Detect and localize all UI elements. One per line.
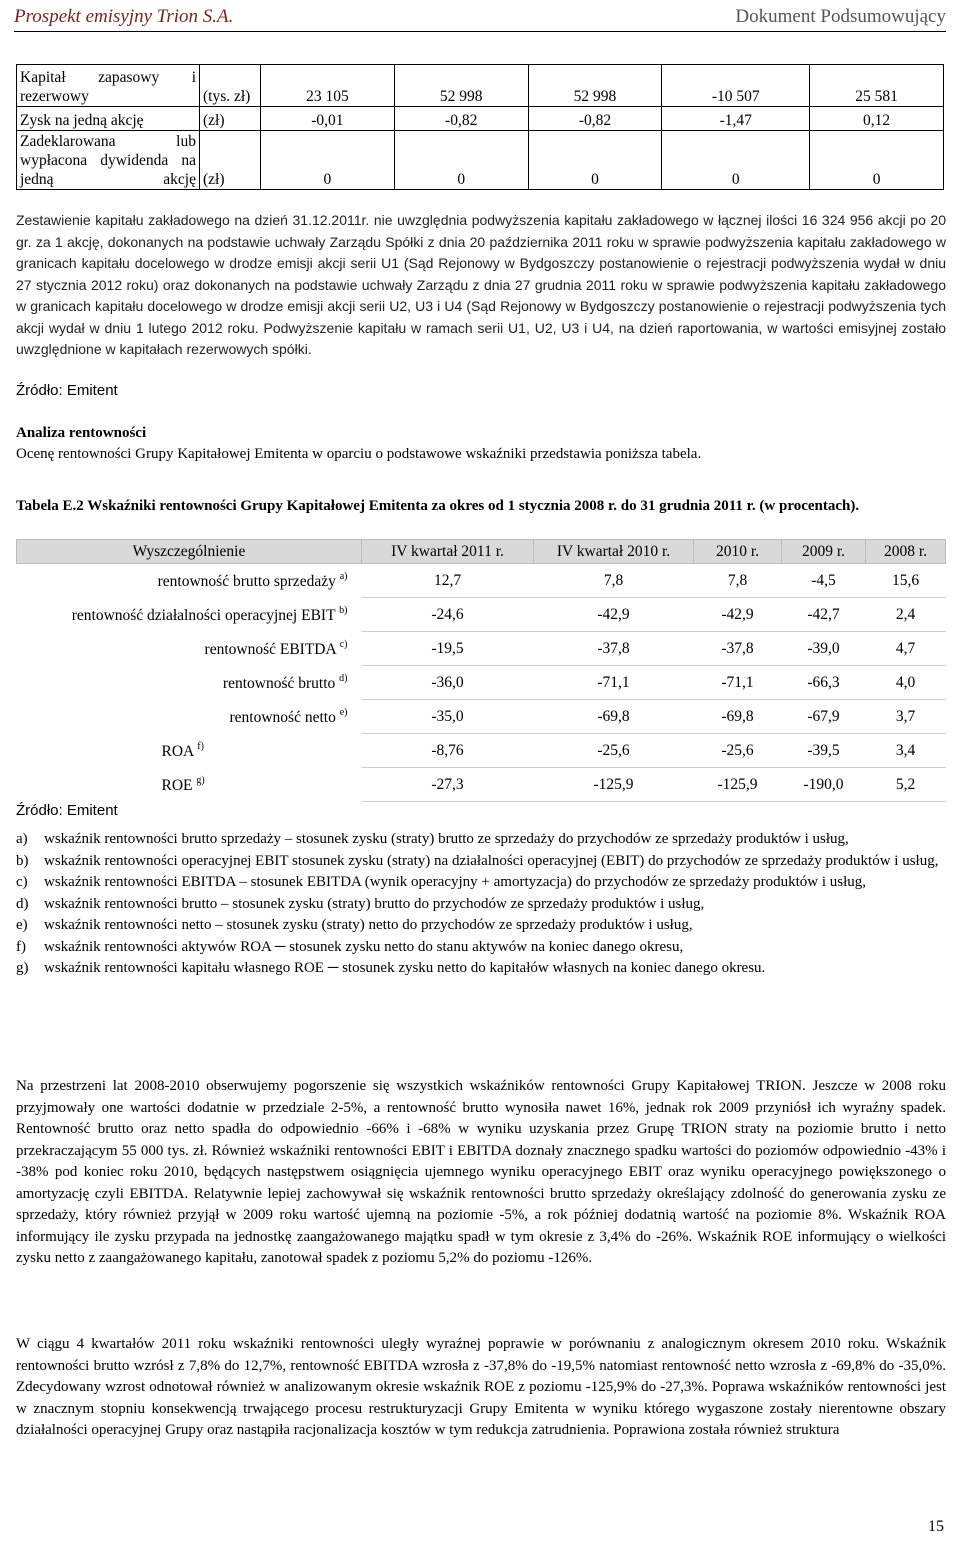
footnote-ref: c) [339,638,348,650]
footnote-item: g) wskaźnik rentowności kapitału własnego ROE ─ stosunek zysku netto do kapitałów własnych na koniec danego okresu. [16,960,766,976]
row-unit: (tys. zł) [200,65,261,107]
column-header: IV kwartał 2010 r. [534,540,694,564]
table-row [17,734,946,768]
cell-value: -19,5 [362,632,534,666]
cell-value: -25,6 [534,734,694,768]
cell-value: -42,9 [534,598,694,632]
cell-value: -4,5 [782,564,866,598]
source-note: Źródło: Emitent [16,382,118,399]
cell-value: 7,8 [694,564,782,598]
cell-value: -1,47 [662,107,810,131]
cell-value: -125,9 [694,768,782,802]
page-header [14,0,946,32]
cell-value: -190,0 [782,768,866,802]
cell-value: -39,0 [782,632,866,666]
cell-value: 52 998 [394,65,528,107]
cell-value: 15,6 [866,564,946,598]
footnote-ref: f) [197,740,204,752]
cell-value: -42,9 [694,598,782,632]
table-row [17,598,946,632]
indicator-name: rentowność brutto sprzedaży $^{a)}$ [157,570,348,590]
indicator-name: rentowność działalności operacyjnej EBIT $^{b)}$ [71,604,348,624]
table-row [17,768,946,802]
cell-value: -10 507 [662,65,810,107]
column-header: 2008 r. [866,540,946,564]
cell-value: 2,4 [866,598,946,632]
row-label: Zadeklarowana lub wypłacona dywidenda na jedną akcję [17,131,200,190]
cell-value: -0,82 [394,107,528,131]
row-label: Zysk na jedną akcję [17,107,200,131]
footnote-item: f) wskaźnik rentowności aktywów ROA ─ stosunek zysku netto do stanu aktywów na koniec danego okresu, [16,938,684,955]
cell-value: 0 [261,131,395,190]
row-label: Kapitał zapasowy i rezerwowy [17,65,200,107]
table-row [17,65,944,107]
cell-value: -125,9 [534,768,694,802]
cell-value: -35,0 [362,700,534,734]
analysis-paragraph-1: Na przestrzeni lat 2008-2010 obserwujemy pogorszenie się wszystkich wskaźników rentowności Grupy Kapitałowej TRION. Jeszcze w 2008 roku przyjmowały one wartości dodatnie w przedziale 2-5%, a rentowność brutto wynosiła nawet 16%, jednak rok 2009 przyniósł ich wyraźny spadek. Rentowność brutto oraz netto spadła do odpowiednio -66% i -68% w wyniku uzyskania przez Grupę TRION straty na poziomie brutto i netto przekraczającym 55 000 tys. zł. Również wskaźniki rentowności EBIT i EBITDA doznały znacznego spadku wartości do poziomów odpowiednio -43% i -38% pod koniec roku 2010, będących następstwem osiągnięcia ujemnego wyniku operacyjnego EBIT oraz wyniku operacyjnego powiększonego o amortyzację czyli EBITDA. Relatywnie lepiej zachowywał się wskaźnik rentowności brutto sprzedaży określający zdolność do generowania zysku ze sprzedaży, który również przyjął w 2009 roku wartość ujemną na poziomie -5%, a rok później dodatnią wartość na poziomie 8%. Wskaźnik ROA informujący ile zysku przypada na jednostkę zaangażowanego majątku spadł w tym okresie z 3,4% do -26%. Wskaźnik ROE informujący o wielkości zysku netto z zaangażowanego kapitału, zanotował spadek z poziomu 5,2% do poziomu -126%. [16,1078,946,1266]
cell-value: 3,7 [866,700,946,734]
cell-value: 0 [810,131,944,190]
cell-value: -37,8 [534,632,694,666]
cell-value: 0,12 [810,107,944,131]
cell-value: -27,3 [362,768,534,802]
analysis-paragraph-2: W ciągu 4 kwartałów 2011 roku wskaźniki rentowności uległy wyraźnej poprawie w porównaniu z analogicznym okresem 2010 roku. Wskaźnik rentowności brutto wzrósł z 7,8% do 12,7%, rentowność EBITDA wzrosła z -37,8% do -19,5% natomiast rentowność netto wzrosła z -69,8% do -35,0%. Zdecydowany wzrost odnotował również w analizowanym okresie wskaźnik ROE z poziomu -125,9% do -27,3%. Poprawa wskaźników rentowności jest w znacznym stopniu konsekwencją trwającego procesu restrukturyzacji Grupy Emitenta w wyniku którego wygaszone zostały nierentowne obszary działalności operacyjnej Grupy oraz nastąpiła racjonalizacja kosztów w tym redukcja zatrudnienia. Poprawiona została również struktura [16,1336,946,1438]
cell-value: -25,6 [694,734,782,768]
footnote-item: d) wskaźnik rentowności brutto – stosunek zysku (straty) brutto do przychodów ze sprzedaży produktów i usług, [16,895,705,912]
cell-value: 23 105 [261,65,395,107]
footnote-ref: e) [339,706,348,718]
cell-value: 0 [662,131,810,190]
cell-value: 0 [394,131,528,190]
cell-value: -37,8 [694,632,782,666]
table-row [17,632,946,666]
cell-value: -69,8 [694,700,782,734]
indicator-name: rentowność EBITDA $^{c)}$ [204,638,348,658]
document-title: Prospekt emisyjny Trion S.A. [14,6,234,27]
footnote-ref: b) [339,604,348,616]
table-source: Źródło: Emitent [16,802,118,819]
column-header: Wyszczególnienie [17,540,362,564]
row-unit: (zł) [200,107,261,131]
cell-value: -71,1 [694,666,782,700]
footnote-item: c) wskaźnik rentowności EBITDA – stosunek EBITDA (wynik operacyjny + amortyzacja) do przychodów ze sprzedaży produktów i usług, [16,874,867,890]
table-row [17,107,944,131]
capital-note: Zestawienie kapitału zakładowego na dzień 31.12.2011r. nie uwzględnia podwyższenia kapitału zakładowego w łącznej ilości 16 324 956 akcji po 20 gr. za 1 akcję, dokonanych na podstawie uchwały Zarządu Spółki z dnia 20 października 2011 roku w sprawie podwyższenia kapitału zakładowego w granicach kapitału docelowego w drodze emisji akcji serii U1 (Sąd Rejonowy w Bydgoszczy postanowienie o rejestracji podwyższenia wydał w dniu 27 stycznia 2012 roku) oraz dokonanych na podstawie uchwały Zarządu z dnia 27 grudnia 2011 roku w sprawie podwyższenia kapitału zakładowego w granicach kapitału docelowego w drodze emisji akcji serii U2, U3 i U4 (Sąd Rejonowy w Bydgoszczy postanowienie o rejestracji podwyższenia tych akcji wydał w dniu 1 lutego 2012 roku. Podwyższenie kapitału w ramach serii U1, U2, U3 i U4, na dzień raportowania, w wartości emisyjnej zostało uwzględnione w kapitałach rezerwowych spółki. [16,212,946,357]
indicator-name: ROA $^{f)}$ [161,740,204,760]
cell-value: 52 998 [528,65,662,107]
column-header: IV kwartał 2011 r. [362,540,534,564]
cell-value: 4,0 [866,666,946,700]
cell-value: -39,5 [782,734,866,768]
table-row [17,666,946,700]
footnote-ref: a) [339,570,348,582]
cell-value: -8,76 [362,734,534,768]
cell-value: -69,8 [534,700,694,734]
cell-value: 3,4 [866,734,946,768]
cell-value: -24,6 [362,598,534,632]
column-header: 2009 r. [782,540,866,564]
column-header: 2010 r. [694,540,782,564]
footnote-ref: d) [339,672,348,684]
cell-value: -71,1 [534,666,694,700]
indicator-name: rentowność brutto $^{d)}$ [222,672,348,692]
cell-value: -42,7 [782,598,866,632]
indicator-name: rentowność netto $^{e)}$ [229,706,348,726]
footnote-item: b) wskaźnik rentowności operacyjnej EBIT stosunek zysku (straty) na działalności operacyjnej (EBIT) do przychodów ze sprzedaży produktów i usług, [16,852,939,869]
footnote-item: e) wskaźnik rentowności netto – stosunek zysku (straty) netto do przychodów ze sprzedaży produktów i usług, [16,917,693,933]
cell-value: -67,9 [782,700,866,734]
table-header-row [17,540,946,564]
table-row [17,700,946,734]
cell-value: -0,82 [528,107,662,131]
cell-value: 5,2 [866,768,946,802]
cell-value: 12,7 [362,564,534,598]
cell-value: 25 581 [810,65,944,107]
document-section: Dokument Podsumowujący [735,6,946,27]
section-heading: Analiza rentowności [16,425,147,441]
cell-value: 7,8 [534,564,694,598]
table-row [17,131,944,190]
capital-table [16,64,944,190]
footnote-ref: g) [196,774,205,786]
cell-value: -36,0 [362,666,534,700]
cell-value: -0,01 [261,107,395,131]
table-row [17,564,946,598]
cell-value: -66,3 [782,666,866,700]
row-unit: (zł) [200,131,261,190]
cell-value: 4,7 [866,632,946,666]
footnote-list [16,829,946,980]
footnote-item: a) wskaźnik rentowności brutto sprzedaży – stosunek zysku (straty) brutto ze sprzedaży do przychodów ze sprzedaży produktów i usług, [16,831,849,847]
page-number: 15 [928,1518,944,1535]
cell-value: 0 [528,131,662,190]
profitability-table [16,539,946,802]
section-intro: Ocenę rentowności Grupy Kapitałowej Emitenta w oparciu o podstawowe wskaźniki przedstawia poniższa tabela. [16,446,702,462]
indicator-name: ROE $^{g)}$ [161,774,205,794]
table-caption: Tabela E.2 Wskaźniki rentowności Grupy Kapitałowej Emitenta za okres od 1 stycznia 2008 r. do 31 grudnia 2011 r. (w procentach). [16,498,860,514]
